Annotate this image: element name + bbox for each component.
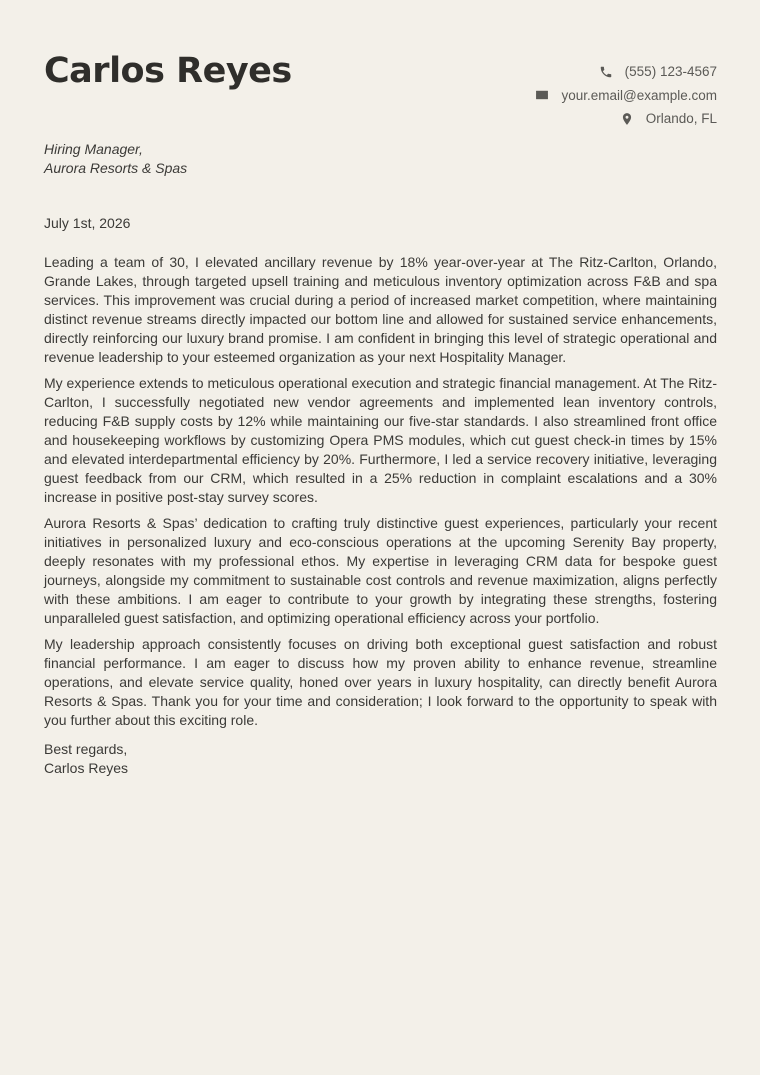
body-paragraph: My experience extends to meticulous operational execution and strategic financial management. At The Ritz-Carlton, I successfully negotiated new vendor agreements and implemented lean inventory controls, reducing F&B supply costs by 12% while maintaining our five-star standards. I also streamlined front office and housekeeping workflows by customizing Opera PMS modules, which cut guest check-in times by 15% and elevated interdepartmental efficiency by 20%. Furthermore, I led a service recovery initiative, leveraging guest feedback from our CRM, which resulted in a 25% reduction in complaint escalations and a 30% increase in positive post-stay survey scores. — [44, 375, 717, 505]
body-paragraph: Leading a team of 30, I elevated ancillary revenue by 18% year-over-year at The Ritz-Carlton, Orlando, Grande Lakes, through targeted upsell training and meticulous inventory optimization across F&B and spa services. This improvement was crucial during a period of increased market competition, where maintaining distinct revenue streams directly impacted our bottom line and allowed for sustained service enhancements, directly reinforcing our luxury brand promise. I am confident in bringing this level of strategic operational and revenue leadership to your esteemed organization as your next Hospitality Manager. — [44, 254, 717, 365]
body-paragraph: My leadership approach consistently focuses on driving both exceptional guest satisfaction and robust financial performance. I am eager to discuss how my proven ability to enhance revenue, streamline operations, and elevate service quality, honed over years in luxury hospitality, can directly benefit Aurora Resorts & Spas. Thank you for your time and consideration; I look forward to the opportunity to speak with you further about this exciting role. — [44, 636, 717, 728]
closing-salutation: Best regards, — [44, 741, 128, 757]
recipient-company: Aurora Resorts & Spas — [44, 160, 188, 176]
contact-info — [535, 60, 717, 131]
letter-body — [44, 253, 717, 730]
applicant-name: Carlos Reyes — [44, 51, 292, 91]
recipient-title: Hiring Manager, — [44, 141, 143, 157]
recipient-block — [44, 140, 717, 178]
email-text: your.email@example.com — [561, 87, 717, 103]
contact-email — [535, 84, 717, 108]
closing-signature: Carlos Reyes — [44, 760, 129, 776]
envelope-icon — [535, 88, 549, 102]
letter-closing — [44, 740, 717, 778]
phone-icon — [599, 65, 613, 79]
letter-header — [44, 0, 717, 128]
contact-location — [535, 107, 717, 131]
letter-date: July 1st, 2026 — [44, 215, 131, 231]
location-text: Orlando, FL — [645, 111, 717, 126]
contact-phone — [535, 60, 717, 84]
map-pin-icon — [620, 112, 634, 126]
body-paragraph: Aurora Resorts & Spas’ dedication to crafting truly distinctive guest experiences, particularly your recent initiatives in personalized luxury and eco-conscious operations at the upcoming Serenity Bay property, deeply resonates with my professional ethos. My expertise in leveraging CRM data for bespoke guest journeys, alongside my commitment to sustainable cost controls and revenue maximization, aligns perfectly with these ambitions. I am eager to contribute to your growth by integrating these strengths, fostering unparalleled guest satisfaction, and optimizing operational efficiency across your portfolio. — [44, 515, 717, 626]
phone-text: (555) 123-4567 — [624, 64, 717, 79]
